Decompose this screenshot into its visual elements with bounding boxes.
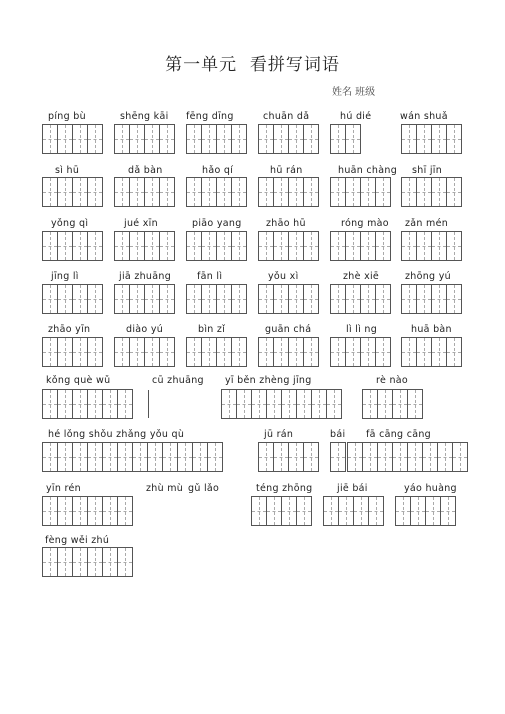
pinyin-prompt: diào yú xyxy=(126,324,164,335)
tian-zi-ge-cell[interactable] xyxy=(144,337,160,367)
writing-grid[interactable] xyxy=(401,337,462,367)
tian-zi-ge-cell[interactable] xyxy=(347,442,363,472)
tian-zi-ge-cell[interactable] xyxy=(303,284,319,314)
tian-zi-ge-cell[interactable] xyxy=(251,389,267,419)
pinyin-prompt: hǎo qí xyxy=(202,165,234,176)
tian-zi-ge-cell[interactable] xyxy=(57,177,73,207)
tian-zi-ge-cell[interactable] xyxy=(330,284,346,314)
writing-grid[interactable] xyxy=(186,231,247,261)
pinyin-prompt: fā cāng cāng xyxy=(366,429,431,440)
tian-zi-ge-cell[interactable] xyxy=(407,389,423,419)
writing-grid[interactable] xyxy=(114,337,175,367)
tian-zi-ge-cell[interactable] xyxy=(102,442,118,472)
tian-zi-ge-cell[interactable] xyxy=(221,389,237,419)
tian-zi-ge-cell[interactable] xyxy=(375,284,391,314)
pinyin-prompt: zhù mù xyxy=(146,483,184,494)
tian-zi-ge-cell[interactable] xyxy=(273,177,289,207)
tian-zi-ge-cell[interactable] xyxy=(446,284,462,314)
tian-zi-ge-cell[interactable] xyxy=(345,177,361,207)
tian-zi-ge-cell[interactable] xyxy=(288,124,304,154)
tian-zi-ge-cell[interactable] xyxy=(446,124,462,154)
tian-zi-ge-cell[interactable] xyxy=(42,231,58,261)
tian-zi-ge-cell[interactable] xyxy=(87,389,103,419)
tian-zi-ge-cell[interactable] xyxy=(410,496,426,526)
tian-zi-ge-cell[interactable] xyxy=(416,337,432,367)
tian-zi-ge-cell[interactable] xyxy=(401,231,417,261)
tian-zi-ge-cell[interactable] xyxy=(375,177,391,207)
tian-zi-ge-cell[interactable] xyxy=(186,124,202,154)
writing-grid[interactable] xyxy=(42,547,133,577)
writing-grid[interactable] xyxy=(258,284,319,314)
writing-grid[interactable] xyxy=(395,496,456,526)
tian-zi-ge-cell[interactable] xyxy=(407,442,423,472)
tian-zi-ge-cell[interactable] xyxy=(186,284,202,314)
pinyin-prompt: fān lì xyxy=(197,271,223,282)
tian-zi-ge-cell[interactable] xyxy=(201,231,217,261)
tian-zi-ge-cell[interactable] xyxy=(330,177,346,207)
tian-zi-ge-cell[interactable] xyxy=(216,124,232,154)
pinyin-prompt: shēng kāi xyxy=(120,111,169,122)
tian-zi-ge-cell[interactable] xyxy=(87,124,103,154)
tian-zi-ge-cell[interactable] xyxy=(288,442,304,472)
pinyin-prompt: hé lǒng shǒu zhǎng yǒu qù xyxy=(48,429,185,440)
pinyin-prompt: kǒng què wǔ xyxy=(46,375,111,386)
writing-grid[interactable] xyxy=(114,177,175,207)
tian-zi-ge-cell[interactable] xyxy=(114,284,130,314)
tian-zi-ge-cell[interactable] xyxy=(251,496,267,526)
tian-zi-ge-cell[interactable] xyxy=(231,284,247,314)
pinyin-prompt: jīng lì xyxy=(51,271,79,282)
writing-grid[interactable] xyxy=(186,177,247,207)
pinyin-prompt: yī běn zhèng jīng xyxy=(225,375,312,386)
writing-grid[interactable] xyxy=(114,124,175,154)
pinyin-prompt: lì lì ng xyxy=(346,324,378,335)
tian-zi-ge-cell[interactable] xyxy=(114,337,130,367)
tian-zi-ge-cell[interactable] xyxy=(360,231,376,261)
pinyin-prompt: piāo yang xyxy=(192,218,242,229)
tian-zi-ge-cell[interactable] xyxy=(129,177,145,207)
writing-grid[interactable] xyxy=(401,231,462,261)
tian-zi-ge-cell[interactable] xyxy=(377,442,393,472)
writing-grid[interactable] xyxy=(330,124,361,154)
tian-zi-ge-cell[interactable] xyxy=(353,496,369,526)
tian-zi-ge-cell[interactable] xyxy=(144,124,160,154)
pinyin-prompt: jiā zhuāng xyxy=(119,271,172,282)
tian-zi-ge-cell[interactable] xyxy=(87,442,103,472)
tian-zi-ge-cell[interactable] xyxy=(186,337,202,367)
tian-zi-ge-cell[interactable] xyxy=(338,496,354,526)
tian-zi-ge-cell[interactable] xyxy=(446,337,462,367)
pinyin-prompt: téng zhōng xyxy=(256,483,313,494)
writing-grid[interactable] xyxy=(258,337,319,367)
writing-grid[interactable] xyxy=(114,284,175,314)
pinyin-prompt: píng bù xyxy=(48,111,86,122)
writing-grid[interactable] xyxy=(186,124,247,154)
tian-zi-ge-cell[interactable] xyxy=(303,124,319,154)
pinyin-prompt: dǎ bàn xyxy=(128,165,163,176)
writing-grid[interactable] xyxy=(330,337,391,367)
tian-zi-ge-cell[interactable] xyxy=(192,442,208,472)
tian-zi-ge-cell[interactable] xyxy=(129,231,145,261)
tian-zi-ge-cell[interactable] xyxy=(159,284,175,314)
writing-grid[interactable] xyxy=(401,177,462,207)
tian-zi-ge-cell[interactable] xyxy=(42,124,58,154)
tian-zi-ge-cell[interactable] xyxy=(266,389,282,419)
pinyin-prompt: bìn zǐ xyxy=(198,324,226,335)
tian-zi-ge-cell[interactable] xyxy=(431,284,447,314)
tian-zi-ge-cell[interactable] xyxy=(231,337,247,367)
tian-zi-ge-cell[interactable] xyxy=(72,389,88,419)
tian-zi-ge-cell[interactable] xyxy=(42,337,58,367)
pinyin-prompt: hū rán xyxy=(270,165,303,176)
tian-zi-ge-cell[interactable] xyxy=(401,124,417,154)
tian-zi-ge-cell[interactable] xyxy=(311,389,327,419)
tian-zi-ge-cell[interactable] xyxy=(129,124,145,154)
writing-grid[interactable] xyxy=(221,389,342,419)
pinyin-prompt: jiē bái xyxy=(337,483,368,494)
pinyin-prompt: zhè xiē xyxy=(343,271,380,282)
tian-zi-ge-cell[interactable] xyxy=(72,177,88,207)
pinyin-prompt: huān chàng xyxy=(338,165,398,176)
tian-zi-ge-cell[interactable] xyxy=(42,389,58,419)
tian-zi-ge-cell[interactable] xyxy=(87,177,103,207)
tian-zi-ge-cell[interactable] xyxy=(401,177,417,207)
tian-zi-ge-cell[interactable] xyxy=(288,231,304,261)
writing-grid[interactable] xyxy=(42,124,103,154)
tian-zi-ge-cell[interactable] xyxy=(72,231,88,261)
tian-zi-ge-cell[interactable] xyxy=(330,442,346,472)
pinyin-prompt: fèng wěi zhú xyxy=(45,535,110,546)
tian-zi-ge-cell[interactable] xyxy=(431,177,447,207)
tian-zi-ge-cell[interactable] xyxy=(72,337,88,367)
tian-zi-ge-cell[interactable] xyxy=(258,442,274,472)
divider-line xyxy=(148,390,149,418)
tian-zi-ge-cell[interactable] xyxy=(216,337,232,367)
tian-zi-ge-cell[interactable] xyxy=(345,124,361,154)
tian-zi-ge-cell[interactable] xyxy=(330,337,346,367)
writing-grid[interactable] xyxy=(42,442,223,472)
tian-zi-ge-cell[interactable] xyxy=(392,442,408,472)
tian-zi-ge-cell[interactable] xyxy=(102,547,118,577)
pinyin-prompt: sì hū xyxy=(55,165,80,176)
tian-zi-ge-cell[interactable] xyxy=(114,124,130,154)
tian-zi-ge-cell[interactable] xyxy=(72,284,88,314)
pinyin-prompt: huā bàn xyxy=(411,324,452,335)
tian-zi-ge-cell[interactable] xyxy=(401,284,417,314)
writing-grid[interactable] xyxy=(42,284,103,314)
tian-zi-ge-cell[interactable] xyxy=(431,124,447,154)
tian-zi-ge-cell[interactable] xyxy=(303,177,319,207)
tian-zi-ge-cell[interactable] xyxy=(281,389,297,419)
tian-zi-ge-cell[interactable] xyxy=(114,231,130,261)
pinyin-prompt: yǒng qì xyxy=(51,218,89,229)
tian-zi-ge-cell[interactable] xyxy=(452,442,468,472)
tian-zi-ge-cell[interactable] xyxy=(144,177,160,207)
tian-zi-ge-cell[interactable] xyxy=(273,284,289,314)
tian-zi-ge-cell[interactable] xyxy=(207,442,223,472)
tian-zi-ge-cell[interactable] xyxy=(201,124,217,154)
pinyin-prompt: guān chá xyxy=(265,324,312,335)
writing-grid[interactable] xyxy=(114,231,175,261)
pinyin-prompt: shī jīn xyxy=(412,165,443,176)
pinyin-prompt: gǔ lǎo xyxy=(188,483,220,494)
writing-grid[interactable] xyxy=(323,496,384,526)
tian-zi-ge-cell[interactable] xyxy=(392,389,408,419)
tian-zi-ge-cell[interactable] xyxy=(281,496,297,526)
tian-zi-ge-cell[interactable] xyxy=(437,442,453,472)
tian-zi-ge-cell[interactable] xyxy=(117,496,133,526)
tian-zi-ge-cell[interactable] xyxy=(303,337,319,367)
tian-zi-ge-cell[interactable] xyxy=(401,337,417,367)
tian-zi-ge-cell[interactable] xyxy=(144,231,160,261)
pinyin-prompt: jué xīn xyxy=(124,218,158,229)
tian-zi-ge-cell[interactable] xyxy=(216,177,232,207)
tian-zi-ge-cell[interactable] xyxy=(87,284,103,314)
pinyin-prompt: wán shuǎ xyxy=(400,111,448,122)
writing-grid[interactable] xyxy=(42,337,103,367)
pinyin-prompt: róng mào xyxy=(341,218,389,229)
tian-zi-ge-cell[interactable] xyxy=(330,124,346,154)
tian-zi-ge-cell[interactable] xyxy=(258,231,274,261)
tian-zi-ge-cell[interactable] xyxy=(362,442,378,472)
tian-zi-ge-cell[interactable] xyxy=(102,389,118,419)
tian-zi-ge-cell[interactable] xyxy=(345,337,361,367)
tian-zi-ge-cell[interactable] xyxy=(231,231,247,261)
tian-zi-ge-cell[interactable] xyxy=(117,389,133,419)
tian-zi-ge-cell[interactable] xyxy=(201,284,217,314)
tian-zi-ge-cell[interactable] xyxy=(375,231,391,261)
writing-grid[interactable] xyxy=(347,442,468,472)
tian-zi-ge-cell[interactable] xyxy=(395,496,411,526)
writing-grid[interactable] xyxy=(258,177,319,207)
pinyin-prompt: zhōng yú xyxy=(405,271,451,282)
tian-zi-ge-cell[interactable] xyxy=(273,442,289,472)
pinyin-prompt: chuān dǎ xyxy=(263,111,310,122)
tian-zi-ge-cell[interactable] xyxy=(57,337,73,367)
tian-zi-ge-cell[interactable] xyxy=(87,496,103,526)
tian-zi-ge-cell[interactable] xyxy=(258,284,274,314)
tian-zi-ge-cell[interactable] xyxy=(362,389,378,419)
tian-zi-ge-cell[interactable] xyxy=(57,389,73,419)
writing-grid[interactable] xyxy=(186,284,247,314)
writing-grid[interactable] xyxy=(251,496,312,526)
tian-zi-ge-cell[interactable] xyxy=(446,177,462,207)
tian-zi-ge-cell[interactable] xyxy=(159,337,175,367)
tian-zi-ge-cell[interactable] xyxy=(87,337,103,367)
tian-zi-ge-cell[interactable] xyxy=(72,124,88,154)
pinyin-prompt: yǒu xì xyxy=(268,271,299,282)
tian-zi-ge-cell[interactable] xyxy=(258,177,274,207)
pinyin-prompt: rè nào xyxy=(376,375,409,386)
tian-zi-ge-cell[interactable] xyxy=(425,496,441,526)
tian-zi-ge-cell[interactable] xyxy=(416,231,432,261)
tian-zi-ge-cell[interactable] xyxy=(431,337,447,367)
tian-zi-ge-cell[interactable] xyxy=(42,284,58,314)
tian-zi-ge-cell[interactable] xyxy=(177,442,193,472)
tian-zi-ge-cell[interactable] xyxy=(129,337,145,367)
tian-zi-ge-cell[interactable] xyxy=(258,124,274,154)
tian-zi-ge-cell[interactable] xyxy=(416,177,432,207)
tian-zi-ge-cell[interactable] xyxy=(114,177,130,207)
writing-grid[interactable] xyxy=(258,442,319,472)
writing-grid[interactable] xyxy=(330,284,391,314)
tian-zi-ge-cell[interactable] xyxy=(57,496,73,526)
tian-zi-ge-cell[interactable] xyxy=(330,231,346,261)
tian-zi-ge-cell[interactable] xyxy=(72,442,88,472)
tian-zi-ge-cell[interactable] xyxy=(422,442,438,472)
writing-grid[interactable] xyxy=(42,231,103,261)
writing-grid[interactable] xyxy=(401,284,462,314)
writing-grid[interactable] xyxy=(42,389,133,419)
tian-zi-ge-cell[interactable] xyxy=(431,231,447,261)
tian-zi-ge-cell[interactable] xyxy=(345,284,361,314)
tian-zi-ge-cell[interactable] xyxy=(303,231,319,261)
pinyin-prompt: fēng dīng xyxy=(186,111,234,122)
pinyin-prompt: yáo huàng xyxy=(404,483,457,494)
tian-zi-ge-cell[interactable] xyxy=(159,124,175,154)
tian-zi-ge-cell[interactable] xyxy=(345,231,361,261)
tian-zi-ge-cell[interactable] xyxy=(201,177,217,207)
pinyin-prompt: jū rán xyxy=(264,429,294,440)
tian-zi-ge-cell[interactable] xyxy=(159,177,175,207)
tian-zi-ge-cell[interactable] xyxy=(102,496,118,526)
tian-zi-ge-cell[interactable] xyxy=(72,496,88,526)
tian-zi-ge-cell[interactable] xyxy=(360,284,376,314)
tian-zi-ge-cell[interactable] xyxy=(296,496,312,526)
tian-zi-ge-cell[interactable] xyxy=(236,389,252,419)
tian-zi-ge-cell[interactable] xyxy=(266,496,282,526)
tian-zi-ge-cell[interactable] xyxy=(416,124,432,154)
pinyin-prompt: yīn rén xyxy=(46,483,81,494)
pinyin-prompt: bái xyxy=(330,429,346,440)
tian-zi-ge-cell[interactable] xyxy=(416,284,432,314)
tian-zi-ge-cell[interactable] xyxy=(273,124,289,154)
tian-zi-ge-cell[interactable] xyxy=(258,337,274,367)
tian-zi-ge-cell[interactable] xyxy=(42,177,58,207)
tian-zi-ge-cell[interactable] xyxy=(446,231,462,261)
pinyin-prompt: zhāo hū xyxy=(266,218,306,229)
pinyin-prompt: zǎn mén xyxy=(405,218,449,229)
tian-zi-ge-cell[interactable] xyxy=(57,231,73,261)
tian-zi-ge-cell[interactable] xyxy=(42,442,58,472)
tian-zi-ge-cell[interactable] xyxy=(303,442,319,472)
tian-zi-ge-cell[interactable] xyxy=(117,547,133,577)
tian-zi-ge-cell[interactable] xyxy=(375,337,391,367)
writing-grid[interactable] xyxy=(42,496,133,526)
tian-zi-ge-cell[interactable] xyxy=(288,177,304,207)
tian-zi-ge-cell[interactable] xyxy=(326,389,342,419)
page-title: 第一单元 看拼写词语 xyxy=(165,55,340,75)
tian-zi-ge-cell[interactable] xyxy=(288,284,304,314)
writing-grid[interactable] xyxy=(362,389,423,419)
tian-zi-ge-cell[interactable] xyxy=(57,124,73,154)
tian-zi-ge-cell[interactable] xyxy=(273,231,289,261)
tian-zi-ge-cell[interactable] xyxy=(201,337,217,367)
tian-zi-ge-cell[interactable] xyxy=(87,547,103,577)
tian-zi-ge-cell[interactable] xyxy=(440,496,456,526)
writing-grid[interactable] xyxy=(330,231,391,261)
pinyin-prompt: cū zhuāng xyxy=(152,375,204,386)
tian-zi-ge-cell[interactable] xyxy=(231,177,247,207)
writing-grid[interactable] xyxy=(401,124,462,154)
tian-zi-ge-cell[interactable] xyxy=(144,284,160,314)
tian-zi-ge-cell[interactable] xyxy=(273,337,289,367)
name-class-label: 姓名 班级 xyxy=(332,87,376,98)
tian-zi-ge-cell[interactable] xyxy=(368,496,384,526)
tian-zi-ge-cell[interactable] xyxy=(162,442,178,472)
tian-zi-ge-cell[interactable] xyxy=(57,442,73,472)
tian-zi-ge-cell[interactable] xyxy=(42,547,58,577)
tian-zi-ge-cell[interactable] xyxy=(117,442,133,472)
writing-grid[interactable] xyxy=(258,124,319,154)
pinyin-prompt: zhāo yīn xyxy=(48,324,91,335)
tian-zi-ge-cell[interactable] xyxy=(72,547,88,577)
tian-zi-ge-cell[interactable] xyxy=(186,177,202,207)
tian-zi-ge-cell[interactable] xyxy=(147,442,163,472)
tian-zi-ge-cell[interactable] xyxy=(360,177,376,207)
writing-grid[interactable] xyxy=(186,337,247,367)
tian-zi-ge-cell[interactable] xyxy=(57,284,73,314)
tian-zi-ge-cell[interactable] xyxy=(159,231,175,261)
tian-zi-ge-cell[interactable] xyxy=(132,442,148,472)
writing-grid[interactable] xyxy=(330,442,346,472)
tian-zi-ge-cell[interactable] xyxy=(216,284,232,314)
writing-grid[interactable] xyxy=(330,177,391,207)
tian-zi-ge-cell[interactable] xyxy=(377,389,393,419)
tian-zi-ge-cell[interactable] xyxy=(186,231,202,261)
writing-grid[interactable] xyxy=(258,231,319,261)
tian-zi-ge-cell[interactable] xyxy=(323,496,339,526)
tian-zi-ge-cell[interactable] xyxy=(288,337,304,367)
tian-zi-ge-cell[interactable] xyxy=(129,284,145,314)
pinyin-prompt: hú dié xyxy=(340,111,372,122)
tian-zi-ge-cell[interactable] xyxy=(360,337,376,367)
tian-zi-ge-cell[interactable] xyxy=(296,389,312,419)
tian-zi-ge-cell[interactable] xyxy=(57,547,73,577)
tian-zi-ge-cell[interactable] xyxy=(42,496,58,526)
tian-zi-ge-cell[interactable] xyxy=(87,231,103,261)
tian-zi-ge-cell[interactable] xyxy=(231,124,247,154)
writing-grid[interactable] xyxy=(42,177,103,207)
tian-zi-ge-cell[interactable] xyxy=(216,231,232,261)
